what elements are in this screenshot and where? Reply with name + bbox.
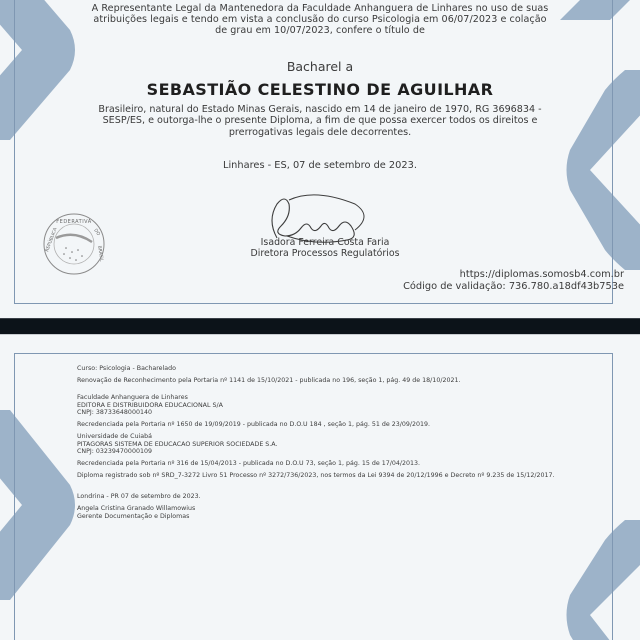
registration-details [77,365,557,525]
institution-1-name: Faculdade Anhanguera de Linhares [77,394,188,402]
validation-block [403,269,624,293]
signer-block [200,237,450,259]
back-signer-name: Angela Cristina Granado Willamowius [77,505,196,513]
svg-text:BRASIL: BRASIL [96,245,104,262]
back-place-date: Londrina - PR 07 de setembro de 2023. [77,493,201,501]
diploma-front-page [0,0,640,318]
signer-role: Diretora Processos Regulatórios [250,248,400,259]
brazil-seal-icon [42,212,106,276]
registration-line: Diploma registrado sob nº SRD_7-3272 Livro 51 Processo nº 3272/736/2023, nos termos da Lei 9394 de 20/12/1996 e Decreto nº 9.235 de 15/12/2017. [77,472,555,480]
graduate-name: SEBASTIÃO CELESTINO DE AGUILHAR [146,80,494,99]
course-line: Curso: Psicologia - Bacharelado [77,365,177,372]
back-signer-role: Gerente Documentação e Diplomas [77,512,190,520]
svg-text:DO: DO [92,228,101,237]
page-separator [0,318,640,335]
svg-text:REPÚBLICA: REPÚBLICA [45,227,59,253]
institution-1-cnpj: CNPJ: 38733648000140 [77,409,152,417]
svg-text:FEDERATIVA: FEDERATIVA [56,219,92,225]
signer-name: Isadora Ferreira Costa Faria [260,237,390,248]
institution-2-accreditation: Recredenciada pela Portaria nº 316 de 15/04/2013 - publicada no D.O.U 73, seção 1, pág. 15 de 17/04/2013. [77,460,421,468]
institution-1-accreditation: Recredenciada pela Portaria nº 1650 de 19/09/2019 - publicada no D.O.U 184 , seção 1, pág. 51 de 23/09/2019. [77,421,431,429]
institution-2-name: Universidade de Cuiabá [77,433,153,441]
validation-url[interactable]: https://diplomas.somosb4.com.br [459,269,624,280]
validation-code: Código de validação: 736.780.a18df43b753e [403,281,624,292]
institution-1-maintainer: EDITORA E DISTRIBUIDORA EDUCACIONAL S/A [77,401,223,409]
conferral-statement: A Representante Legal da Mantenedora da Faculdade Anhanguera de Linhares no uso de suas atribuições legais e tendo em vista a conclusão do curso Psicologia em 06/07/2023 e colação de grau em 10/07/2023, confere o título de [91,3,549,37]
degree-title: Bacharel a [286,59,354,74]
diploma-back-page [0,335,640,640]
graduate-details: Brasileiro, natural do Estado Minas Gerais, nascido em 14 de janeiro de 1970, RG 3696834 - SESP/ES, e outorga-lhe o presente Diploma, a fim de que possa exercer todos os direitos e prerrogativas legais dele decorrentes. [98,104,542,138]
renewal-line: Renovação de Reconhecimento pela Portaria nº 1141 de 15/10/2021 - publicada no 196, seção 1, pág. 49 de 18/10/2021. [77,377,461,384]
institution-2-maintainer: PITAGORAS SISTEMA DE EDUCACAO SUPERIOR SOCIEDADE S.A. [77,440,278,448]
institution-2-cnpj: CNPJ: 03239470000109 [77,448,152,456]
issue-place-date: Linhares - ES, 07 de setembro de 2023. [223,160,417,171]
